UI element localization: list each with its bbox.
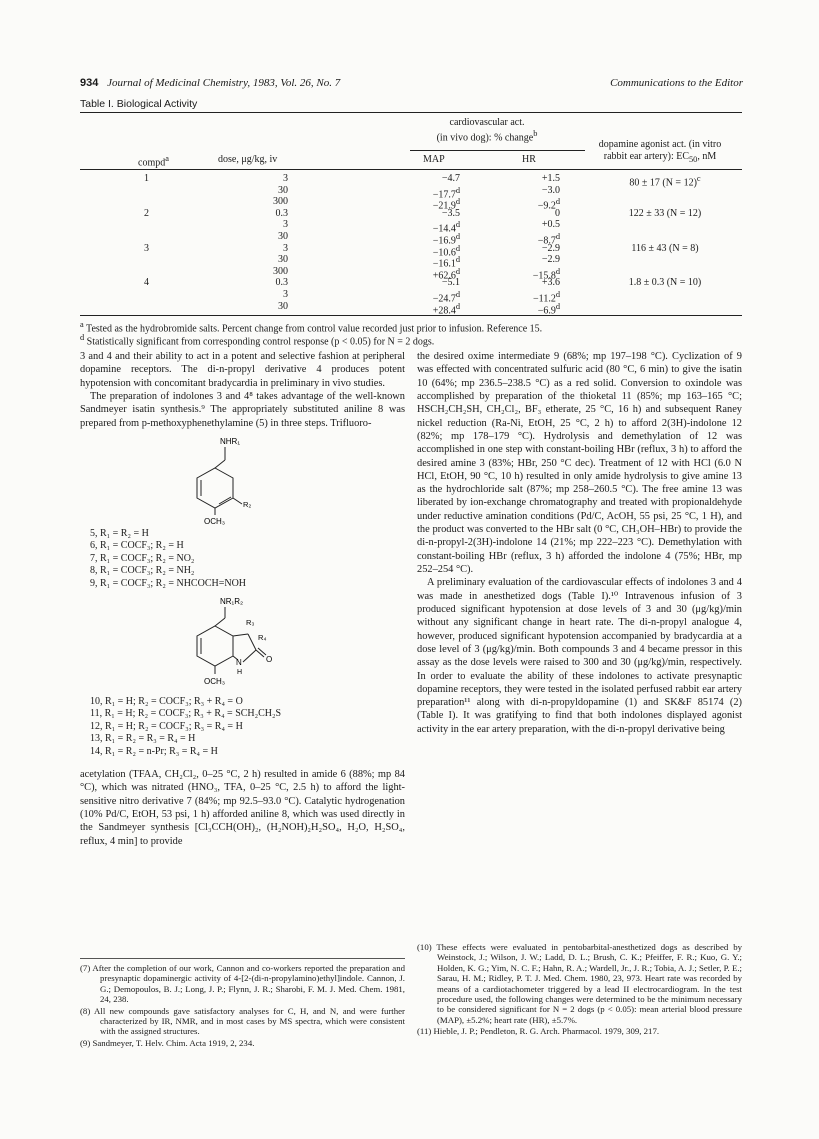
reference-entry: (8) All new compounds gave satisfactory analyses for C, H, and N, and were further characterized by IR, NMR, and in most cases by MS spectra, which were consistent with the assigned structures. xyxy=(80,1005,405,1037)
struct2-r3-label: R₃ xyxy=(246,617,255,627)
struct2-top-label: NR₁R₂ xyxy=(220,596,244,606)
cell-hr: −15.8$^d$ xyxy=(532,266,560,282)
compound-entry: 9, R₁ = COCF₃; R₂ = NHCOCH=NOH xyxy=(90,577,247,589)
cell-dose: 0.3 xyxy=(275,207,288,219)
cell-compd: 2 xyxy=(144,207,149,219)
structure-indolone-diagram xyxy=(80,594,405,694)
cell-map: −3.5 xyxy=(441,207,460,219)
cell-hr: +1.5 xyxy=(541,173,560,184)
cell-map: −24.7$^d$ xyxy=(432,290,460,305)
cell-map: −16.1$^d$ xyxy=(432,255,460,270)
col-dose: dose, μg/kg, iv xyxy=(218,154,278,165)
struct2-h-label: H xyxy=(237,668,243,676)
cell-compd: 1 xyxy=(144,173,149,184)
cell-dose: 3 xyxy=(283,173,288,184)
cell-hr: 0 xyxy=(555,207,560,219)
cell-ec: 1.8 ± 0.3 (N = 10) xyxy=(628,277,702,289)
left-para-1: 3 and 4 and their ability to act in a potent and selective fashion at peripheral dopamine receptors. The di-n-propyl derivative 4 produces potent hypotension with concomitant bradycardia in preliminary in vivo studies. xyxy=(80,351,405,389)
struct1-bottom-label: OCH₃ xyxy=(204,516,226,526)
cell-dose: 30 xyxy=(278,300,288,312)
col-compd: compd$^a$ xyxy=(138,154,169,169)
cell-map: −14.4$^d$ xyxy=(432,220,460,235)
references-right xyxy=(417,938,742,1037)
left-para-3: acetylation (TFAA, CH₂Cl₂, 0–25 °C, 2 h) resulted in amide 6 (88%; mp 84 °C), which was nitrated (HNO₃, TFA, 0–25 °C, 2.5 h) to afford the light-sensitive nitro derivative 7 (84%; mp 92.5–93.0 °C). Catalytic hydrogenation (10% Pd/C, EtOH, 53 psi, 1 h) afforded aniline 8, which was used directly in the Sandmeyer synthesis [Cl₃CCH(OH)₂, (H₂NOH)₂H₂SO₄, H₂O, H₂SO₄, reflux, 4 min] to provide xyxy=(80,768,405,847)
left-column xyxy=(80,350,405,848)
compound-list-2 xyxy=(90,696,405,758)
right-para-1: the desired oxime intermediate 9 (68%; mp 197–198 °C). Cyclization of 9 was effected with concentrated sulfuric acid (80 °C, 6 min) to give the isatin 10 (64%; mp 236.5–238.5 °C) as a red solid. Conversion to oxindole was accomplished by preparation of the thioketal 11 (85%; mp 163–165 °C; HSCH₂CH₂SH, CH₂Cl₂, BF₃ etherate, 25 °C, 16 h) and subsequent Raney nickel reduction (Ra-Ni, EtOH, 25 °C, 2 h) to afford 2(3H)-indolone 12 (82%; mp 178–179 °C). Hydrolysis and demethylation of 12 was accomplished in one step with constant-boiling HBr (reflux, 3 h) to afford the desired amine 3 (83%; HBr, 250 °C dec). Treatment of 12 with HCl (6.0 N HCl, EtOH, 90 °C, 10 h) resulted in only amide hydrolysis to give amine 13 as the hydrochloride salt (87%; mp 258–260.5 °C). The free amine 13 was liberated by ion-exchange chromatography and treated with propionaldehyde under reductive amination conditions (Pd/C, AcOH, 55 psi, 25 °C, 1 H), and the product was converted to the HBr salt (0 °C, CH₃OH–HBr) to provide the di-n-propyl-2(3H)-indolone 14 (21%; mp 222–223 °C). Demethylation with constant-boiling HBr (reflux, 3 h) afforded the indolone 4 (75%; HBr, mp 252–254 °C). xyxy=(417,351,742,575)
cell-dose: 30 xyxy=(278,254,288,266)
reference-entry: (7) After the completion of our work, Cannon and co-workers reported the preparation and presynaptic dopaminergic activity of 4-[2-(di-n-propylamino)ethyl]indole. Cannon, J. G.; Demopoulos, B. J.; Long, J. P.; Flynn, J. R.; Sharobi, F. M. J. Med. Chem. 1981, 24, 238. xyxy=(80,963,405,1005)
cell-map: −5.1 xyxy=(441,277,460,289)
cell-map: +28.4$^d$ xyxy=(432,301,460,316)
cell-dose: 30 xyxy=(278,184,288,196)
cell-hr: −2.9 xyxy=(541,254,560,266)
cell-hr: +3.6 xyxy=(541,277,560,289)
references-left xyxy=(80,958,405,1049)
cell-hr: −11.2$^d$ xyxy=(533,290,560,305)
cell-hr: −3.0 xyxy=(541,184,560,196)
cell-dose: 0.3 xyxy=(275,277,288,289)
dopamine-agonist-header: dopamine agonist act. (in vitro rabbit ear artery): $EC_{50}$, nM xyxy=(598,139,722,164)
cardiovascular-header: cardiovascular act. (in vivo dog): % change$^b$ xyxy=(436,117,538,143)
compound-entry: 8, R₁ = COCF₃; R₂ = NH₂ xyxy=(90,565,195,577)
struct2-o-label: O xyxy=(266,654,273,664)
journal-citation: Journal of Medicinal Chemistry, 1983, Vol. 26, No. 7 xyxy=(107,77,341,89)
page-header xyxy=(80,76,743,92)
cell-compd: 4 xyxy=(144,277,149,289)
header-bottom-rule xyxy=(80,169,742,170)
compound-entry: 12, R₁ = H; R₂ = COCF₃; R₃ = R₄ = H xyxy=(90,720,243,732)
cell-dose: 3 xyxy=(283,219,288,231)
compound-entry: 11, R₁ = H; R₂ = COCF₃; R₃ + R₄ = SCH₂CH₂S xyxy=(90,708,282,720)
page-number: 934 xyxy=(80,77,99,89)
cell-map: −17.7$^d$ xyxy=(432,185,460,200)
table-caption: Table I. Biological Activity xyxy=(80,98,198,110)
cell-compd: 3 xyxy=(144,242,149,254)
section-title: Communications to the Editor xyxy=(610,77,743,89)
cell-dose: 300 xyxy=(273,265,288,277)
right-column xyxy=(417,350,742,736)
right-para-2: A preliminary evaluation of the cardiovascular effects of indolones 3 and 4 was made in anesthetized dogs (Table I).¹⁰ Intravenous infusion of 3 produced significant hypotension at dose levels of 3 and 30 (μg/kg)/min without any significant change in heart rate. The di-n-propyl analogue 4, however, produced significant hypotension accompanied by bradycardia at a dose level of 3 (μg/kg)/min. Both compounds 3 and 4 became pressor in this assay as the dose levels were raised to 300 and 30 (μg/kg)/min, respectively. In order to evaluate the ability of these indolones to activate presynaptic dopamine receptors, they were tested in the isolated perfused rabbit ear artery preparation¹¹ along with di-n-propyldopamine (1) and SK&F 85174 (2) (Table I). It was gratifying to find that both indolones displayed agonist activity in the ear artery preparation, with the di-n-propyl derivative being xyxy=(417,577,742,735)
struct2-r4-label: R₄ xyxy=(258,632,267,642)
col-map: MAP xyxy=(423,154,445,165)
cell-map: −10.6$^d$ xyxy=(432,243,460,258)
cell-dose: 3 xyxy=(283,289,288,300)
cell-map: −16.9$^d$ xyxy=(432,232,460,247)
reference-entry: (9) Sandmeyer, T. Helv. Chim. Acta 1919, 2, 234. xyxy=(80,1037,255,1048)
cell-map: −4.7 xyxy=(441,173,460,184)
structure-phenethylamine-diagram xyxy=(80,434,405,526)
table-footnote-1: $^a$ Tested as the hydrobromide salts. Percent change from control value recorded just prior to infusion. Reference 15. xyxy=(80,320,543,335)
compound-entry: 10, R₁ = H; R₂ = COCF₃; R₃ + R₄ = O xyxy=(90,695,243,707)
struct1-r2-label: R₂ xyxy=(243,499,252,509)
struct2-n-label: N xyxy=(236,657,242,667)
cell-dose: 3 xyxy=(283,242,288,254)
cell-hr: −2.9 xyxy=(541,242,560,254)
compound-entry: 14, R₁ = R₂ = n-Pr; R₃ = R₄ = H xyxy=(90,745,218,757)
cell-hr: +0.5 xyxy=(541,219,560,231)
compound-list-1 xyxy=(90,528,405,590)
cell-hr: −8.7$^d$ xyxy=(537,232,560,247)
reference-entry: (10) These effects were evaluated in pentobarbital-anesthetized dogs as described by Weinstock, J.; Wilson, J. W.; Ladd, D. L.; Brush, C. K.; Pfeiffer, F. R.; Kuo, G. Y.; Holden, K. G.; Yim, N. C. F.; Hahn, R. A.; Wardell, Jr., J. R.; Tobia, A. J.; Setler, P. E.; Sarau, H. M.; Ridley, P. T. J. Med. Chem. 1980, 23, 973. Heart rate was recorded by means of a cardiotachometer triggered by a lead II electrocardiogram. In the test procedure used, the following changes were determined to be the minimum necessary to be considered significant for N = 2 dogs (p < 0.05): mean arterial blood pressure (MAP), ±5.2%; heart rate (HR), ±5.7%. xyxy=(417,942,742,1025)
compound-entry: 13, R₁ = R₂ = R₃ = R₄ = H xyxy=(90,733,196,745)
table-footnote-2: $^d$ Statistically significant from corresponding control response (p < 0.05) for N = 2 dogs. xyxy=(80,333,435,348)
struct2-bottom-label: OCH₃ xyxy=(204,676,226,686)
compound-entry: 5, R₁ = R₂ = H xyxy=(90,527,149,539)
cell-map: +62.6$^d$ xyxy=(432,266,460,282)
cell-ec: 80 ± 17 (N = 12)$^c$ xyxy=(629,174,701,189)
struct1-top-label: NHR₁ xyxy=(220,436,241,446)
compound-entry: 6, R₁ = COCF₃; R₂ = H xyxy=(90,540,184,552)
cell-hr: −9.2$^d$ xyxy=(537,197,560,212)
cell-dose: 30 xyxy=(278,231,288,242)
cell-ec: 116 ± 43 (N = 8) xyxy=(631,242,699,254)
cell-ec: 122 ± 33 (N = 12) xyxy=(628,207,702,219)
compound-entry: 7, R₁ = COCF₃; R₂ = NO₂ xyxy=(90,552,195,564)
cell-map: −21.9$^d$ xyxy=(432,197,460,212)
left-para-2: The preparation of indolones 3 and 4⁸ takes advantage of the well-known Sandmeyer isatin synthesis.⁹ The appropriately substituted aniline 8 was prepared from p-methoxyphenethylamine (5) in three steps. Trifluoro- xyxy=(80,390,405,429)
col-hr: HR xyxy=(522,154,536,165)
header-rule xyxy=(410,150,585,151)
reference-entry: (11) Hieble, J. P.; Pendleton, R. G. Arch. Pharmacol. 1979, 309, 217. xyxy=(417,1026,660,1036)
biological-activity-table xyxy=(80,112,742,316)
cell-hr: −6.9$^d$ xyxy=(537,301,560,316)
cell-dose: 300 xyxy=(273,196,288,208)
